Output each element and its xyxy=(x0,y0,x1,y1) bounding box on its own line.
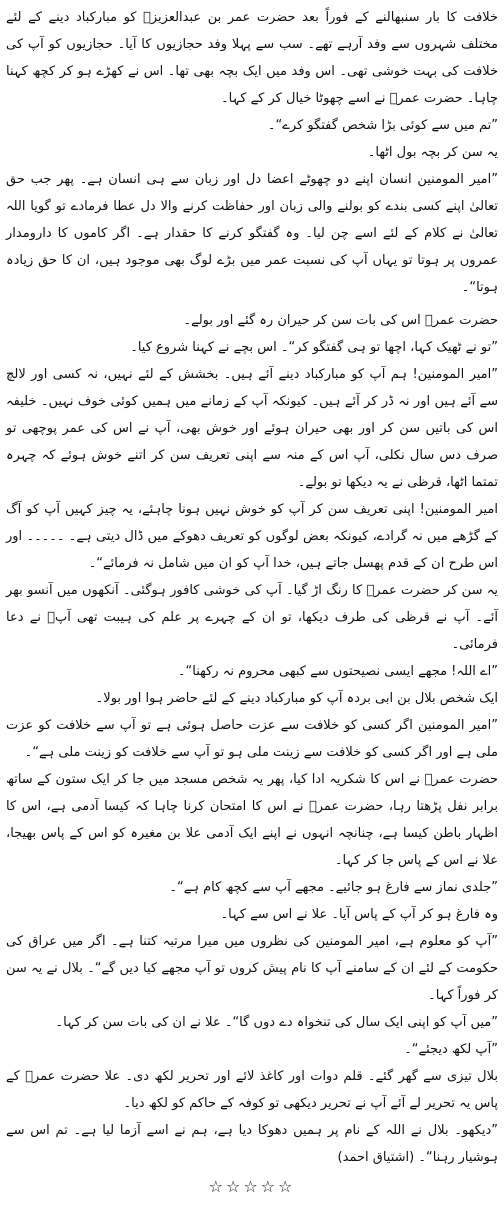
quote-qurazi-warning: امیر المومنین! اپنی تعریف سن کر آپ کو خوش نہیں ہونا چاہئے، یہ چیز کہیں آپ کو آگ کے گڑھے میں نہ گرادے، کیونکہ بعض لوگوں کو تعریف دھوکے میں ڈال دیتی ہے۔ ۔۔۔۔۔ اور اس طرح ان کے قدم پھسل جاتے ہیں، خدا آپ کو ان میں شامل نہ فرمائے“۔ xyxy=(6,502,498,571)
paragraph-bilal-writes: بلال تیزی سے گھر گئے۔ قلم دوات اور کاغذ لائے اور تحریر لکھ دی۔ علا حضرت عمرؒ کے پاس یہ تحریر لے آئے آپ نے تحریر دیکھی تو کوفہ کے حاکم کو لکھ دیا۔ xyxy=(6,1069,498,1111)
quote-write-it: ”آپ لکھ دیجئے“۔ xyxy=(404,1042,498,1057)
quote-ala-request: ”جلدی نماز سے فارغ ہو جائیے۔ مجھے آپ سے کچھ کام ہے“۔ xyxy=(169,880,498,895)
quote-umar-permits: ”تو نے ٹھیک کہا، اچھا تو ہی گفتگو کر“۔ اس بچے نے کہنا شروع کیا۔ xyxy=(130,340,498,355)
quote-umar-prayer: ”اے اللہ! مجھے ایسی نصیحتوں سے کبھی محروم نہ رکھنا“۔ xyxy=(177,664,498,679)
quote-ala-offer: ”آپ کو معلوم ہے، امیر المومنین کی نظروں میں میرا مرتبہ کتنا ہے۔ اگر میں عراق کی حکومت کے لئے ان کے سامنے آپ کا نام پیش کروں تو آپ مجھے کیا دیں گے“۔ بلال نے یہ سن کر فوراً کہا۔ xyxy=(6,934,498,1003)
quote-elder-speak: ”تم میں سے کوئی بڑا شخص گفتگو کرے“۔ xyxy=(267,118,498,133)
paragraph-child-speaks: یہ سن کر بچہ بول اٹھا۔ xyxy=(367,145,498,160)
paragraph-umar-surprised: حضرت عمرؒ اس کی بات سن کر حیران رہ گئے اور بولے۔ xyxy=(183,313,498,328)
quote-bilal-salary: ”میں آپ کو اپنی ایک سال کی تنخواہ دے دوں گا“۔ علا نے ان کی بات سن کر کہا۔ xyxy=(55,1015,498,1030)
paragraph-bilal-comes: وہ فارغ ہو کر آپ کے پاس آیا۔ علا نے اس سے کہا۔ xyxy=(220,907,498,922)
quote-umar-letter: ”دیکھو۔ بلال نے اللہ کے نام پر ہمیں دھوکا دیا ہے، ہم نے اسے آزما لیا ہے۔ تم اس سے ہوشیار رہنا“۔ (اشتیاق احمد) xyxy=(6,1123,498,1165)
paragraph-umar-weeps: یہ سن کر حضرت عمرؒ کا رنگ اڑ گیا۔ آپ کی خوشی کافور ہوگئی۔ آنکھوں میں آنسو بھر آئے۔ آپ نے قرظی کی طرف دیکھا، تو ان کے چہرے پر علم کی ہیبت تھی آپؒ نے دعا فرمائی۔ xyxy=(6,583,498,652)
quote-bilal-praise: ”امیر المومنین اگر کسی کو خلافت سے عزت حاصل ہوئی ہے تو آپ سے خلافت کو عزت ملی ہے اور اگر کسی کو خلافت سے زینت ملی ہو تو آپ سے خلافت کو زینت ملی ہے“۔ xyxy=(6,718,498,760)
paragraph-bilal-arrives: ایک شخص بلال بن ابی بردہ آپ کو مبارکباد دینے کے لئے حاضر ہوا اور بولا۔ xyxy=(95,691,498,706)
quote-child-congratulates: ”امیر المومنین! ہم آپ کو مبارکباد دینے آئے ہیں۔ بخشش کے لئے نہیں، نہ کسی اور لالچ سے آئے ہیں اور نہ ڈر کر آئے ہیں۔ کیونکہ آپ کے زمانے میں ہمیں کوئی خوف نہیں۔ خلیفہ اس کی باتیں سن کر اور بھی حیران ہوئے اور خوش بھی، آپ نے اس کی عمر پوچھی تو صرف دس سال نکلی، آپ اس کے منہ سے اپنی تعریف سن کر اتنے خوش ہوئے کہ چہرہ تمتما اٹھا، قرظی نے یہ دیکھا تو بولے۔ xyxy=(6,367,498,490)
paragraph-intro: خلافت کا بار سنبھالنے کے فوراً بعد حضرت عمر بن عبدالعزیزؒ کو مبارکباد دینے کے لئے مختلف شہروں سے وفد آرہے تھے۔ سب سے پہلا وفد حجازیوں کا آیا۔ حجازیوں کو آپ کی خلافت کی بہت خوشی تھی۔ اس وفد میں ایک بچہ بھی تھا۔ اس نے کھڑے ہو کر کچھ کہنا چاہا۔ حضرت عمرؒ نے اسے چھوٹا خیال کر کے کہا۔ xyxy=(6,10,498,106)
paragraph-umar-tests: حضرت عمرؒ نے اس کا شکریہ ادا کیا، پھر یہ شخص مسجد میں جا کر ایک ستون کے ساتھ برابر نفل پڑھتا رہا، حضرت عمرؒ نے اس کا امتحان کرنا چاہا کہ کیسا آدمی ہے، اس کا اظہار باطن کیسا ہے، چنانچہ انہوں نے اپنے ایک آدمی علا بن مغیرہ کو اس کے پاس بھیجا، علا نے اس کے پاس جا کر کہا۔ xyxy=(6,772,498,868)
quote-child-heart-tongue: ”امیر المومنین انسان اپنے دو چھوٹے اعضا دل اور زبان سے ہی انسان ہے۔ پھر جب حق تعالیٰ اپنے کسی بندے کو بولنے والی زبان اور حفاظت کرنے والا دل عطا فرمادے تو گویا اللہ تعالیٰ نے کلام کے لئے اسے چن لیا۔ وہ گفتگو کرنے کا حقدار ہے۔ اگر کاموں کا دارومدار عمروں پر ہوتا تو یہاں آپ کی نسبت عمر میں بڑے لوگ بھی موجود ہیں، ان کا حق زیادہ ہوتا“۔ xyxy=(6,172,498,295)
end-stars: ☆☆☆☆☆ xyxy=(208,1177,296,1196)
